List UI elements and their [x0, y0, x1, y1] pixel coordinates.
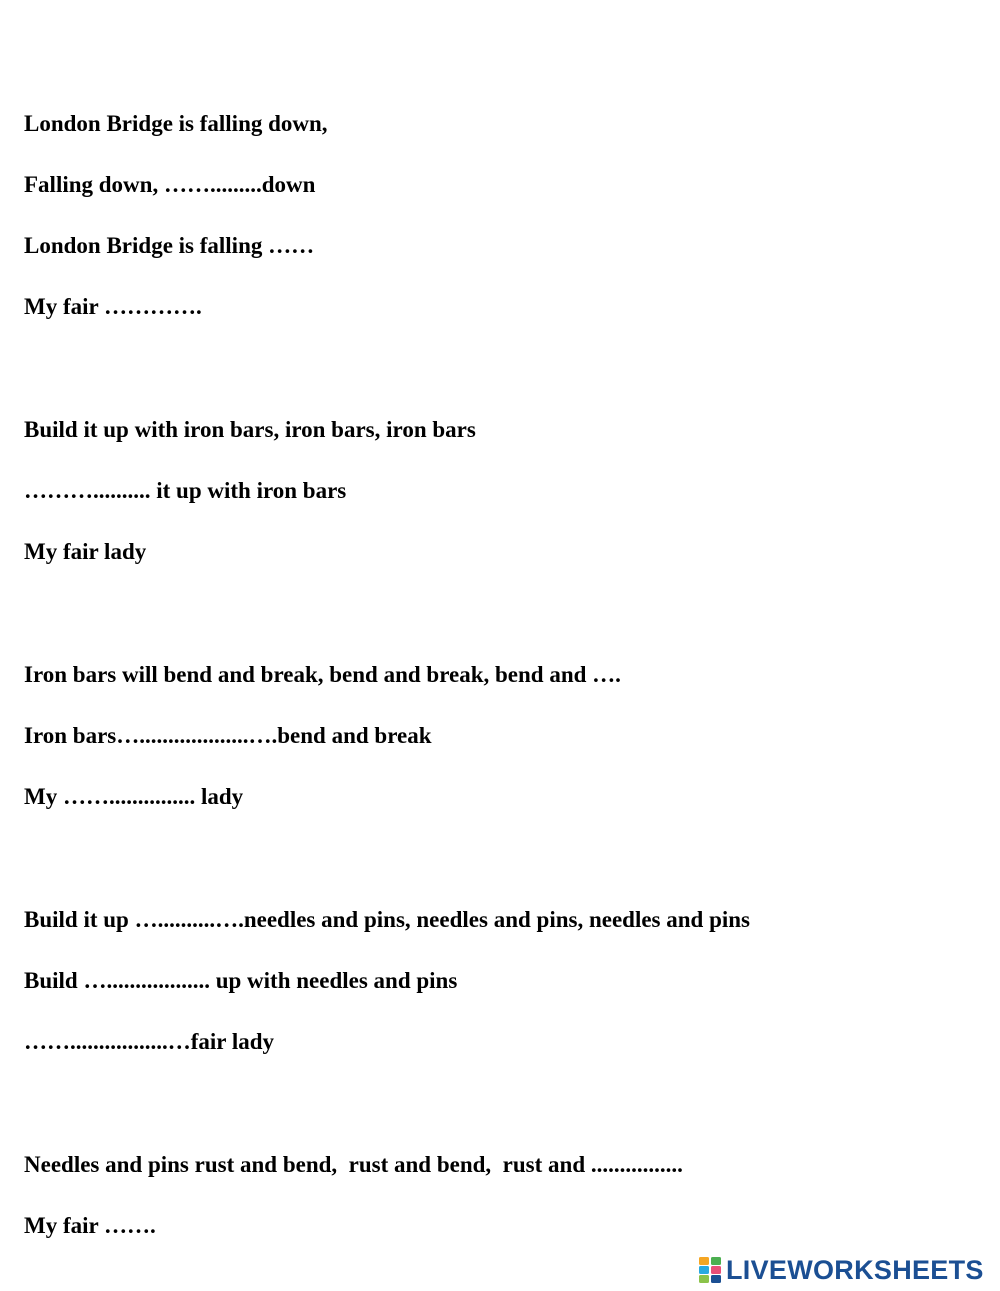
lyric-line: My fair …………. — [24, 294, 202, 319]
lyric-line: My fair ……. — [24, 1213, 156, 1238]
lyric-line: Iron bars…...................….bend and break — [24, 723, 432, 748]
liveworksheets-logo-text: LIVEWORKSHEETS — [726, 1255, 984, 1285]
lyric-line: Build it up …..........….needles and pins, needles and pins, needles and pins — [24, 907, 751, 932]
lyric-line: Build it up with iron bars, iron bars, iron bars — [24, 417, 476, 442]
lyric-line: My ……............... lady — [24, 784, 244, 809]
lyric-line: Needles and pins rust and bend, rust and bend, rust and ................ — [24, 1152, 683, 1177]
lyric-line: Falling down, …….........down — [24, 172, 316, 197]
liveworksheets-blocks-icon — [698, 1256, 722, 1284]
lyric-line: My fair lady — [24, 539, 147, 564]
lyric-line: London Bridge is falling …… — [24, 233, 315, 258]
lyric-line: ……….......... it up with iron bars — [24, 478, 347, 503]
lyric-line: Iron bars will bend and break, bend and break, bend and …. — [24, 662, 621, 687]
liveworksheets-logo — [698, 1254, 984, 1286]
lyric-line: Build ….................. up with needles and pins — [24, 968, 458, 993]
lyric-line: …….................…fair lady — [24, 1029, 275, 1054]
lyric-line: London Bridge is falling down, — [24, 111, 328, 136]
